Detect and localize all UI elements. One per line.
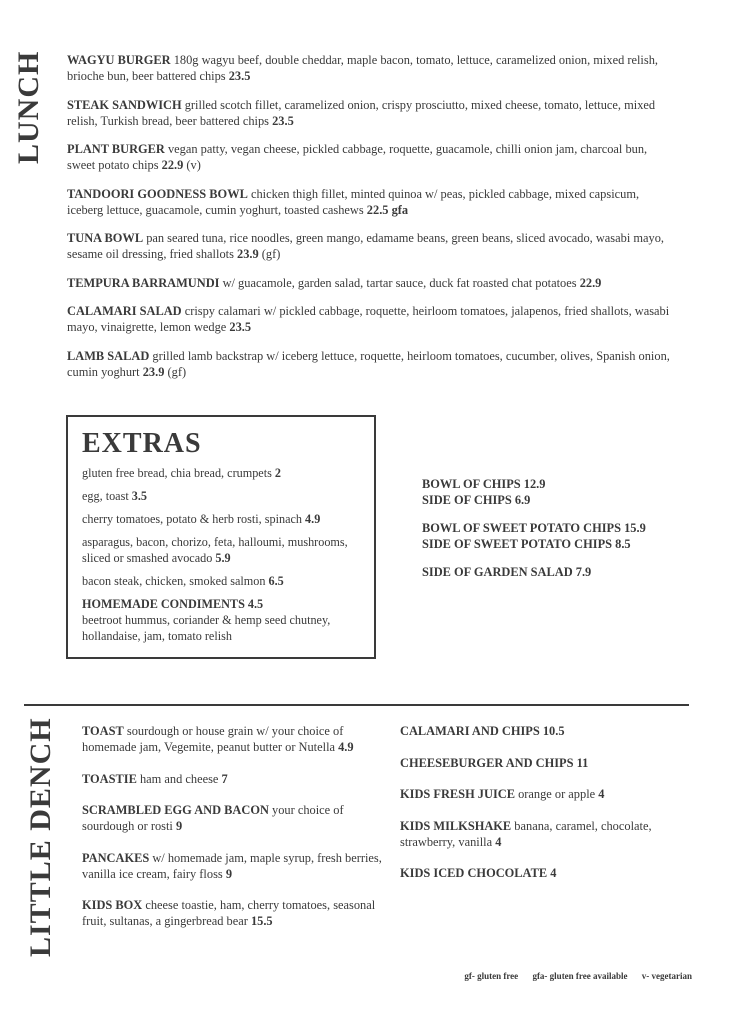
menu-item bbox=[67, 303, 677, 335]
item-diet-tag: (v) bbox=[183, 158, 201, 172]
kids-section-title: LITTLE DENCH bbox=[24, 717, 57, 957]
menu-item bbox=[67, 97, 677, 129]
extras-line bbox=[82, 534, 360, 566]
menu-item bbox=[67, 348, 677, 380]
item-price: 23.5 bbox=[228, 69, 251, 83]
extras-text: gluten free bread, chia bread, crumpets bbox=[82, 466, 275, 480]
side-item: BOWL OF CHIPS 12.9 bbox=[422, 477, 546, 491]
kids-item bbox=[400, 723, 700, 739]
side-item: BOWL OF SWEET POTATO CHIPS 15.9 bbox=[422, 521, 646, 535]
extras-text: egg, toast bbox=[82, 489, 132, 503]
item-name: SCRAMBLED EGG AND BACON bbox=[82, 803, 269, 817]
lunch-menu bbox=[67, 52, 677, 392]
item-name: KIDS ICED CHOCOLATE 4 bbox=[400, 866, 557, 880]
item-diet-tag: (gf) bbox=[164, 364, 187, 379]
item-desc: grilled lamb backstrap w/ iceberg lettuce, roquette, heirloom tomatoes, cucumber, olives, Spanish onion, cumin yoghurt bbox=[67, 348, 670, 379]
extras-line bbox=[82, 573, 360, 589]
menu-item bbox=[67, 230, 677, 262]
item-price: 23.5 bbox=[272, 113, 294, 128]
extras-text: cherry tomatoes, potato & herb rosti, spinach bbox=[82, 512, 306, 526]
side-item: SIDE OF SWEET POTATO CHIPS 8.5 bbox=[422, 537, 631, 551]
kids-item bbox=[82, 850, 382, 882]
legend-v: v- vegetarian bbox=[641, 971, 692, 981]
item-price: 23.9 bbox=[142, 364, 165, 379]
item-price: 23.9 bbox=[237, 247, 259, 261]
kids-item bbox=[82, 723, 382, 755]
kids-menu-right bbox=[400, 723, 700, 897]
item-desc: 180g wagyu beef, double cheddar, maple bacon, tomato, lettuce, caramelized onion, mixed relish, brioche bun, beer battered chips bbox=[67, 53, 658, 83]
item-desc: sourdough or house grain w/ your choice of homemade jam, Vegemite, peanut butter or Nutella bbox=[82, 724, 344, 754]
item-name: CHEESEBURGER AND CHIPS 11 bbox=[400, 755, 589, 770]
section-divider bbox=[24, 704, 689, 706]
extras-price: 3.5 bbox=[131, 489, 147, 503]
item-desc: vegan patty, vegan cheese, pickled cabbage, roquette, guacamole, chilli onion jam, charcoal bun, sweet potato chips bbox=[67, 142, 648, 172]
item-price: 4 bbox=[495, 834, 502, 849]
item-desc: grilled scotch fillet, caramelized onion, crispy prosciutto, mixed cheese, tomato, lettuce, mixed relish, Turkish bread, beer battered chips bbox=[67, 97, 656, 128]
kids-item bbox=[400, 818, 700, 850]
lunch-section-title: LUNCH bbox=[12, 50, 45, 164]
extras-price: 2 bbox=[274, 466, 281, 480]
condiments-desc: beetroot hummus, coriander & hemp seed chutney, hollandaise, jam, tomato relish bbox=[82, 613, 331, 643]
kids-item bbox=[82, 802, 382, 834]
item-price: 22.9 bbox=[161, 158, 184, 172]
extras-box bbox=[66, 415, 376, 659]
item-name: KIDS BOX bbox=[82, 898, 143, 912]
item-name: TOAST bbox=[82, 724, 124, 738]
side-item: SIDE OF CHIPS 6.9 bbox=[422, 493, 531, 507]
item-name: KIDS FRESH JUICE bbox=[400, 787, 515, 801]
dietary-legend bbox=[452, 971, 692, 981]
side-item: SIDE OF GARDEN SALAD 7.9 bbox=[422, 565, 592, 579]
extras-price: 4.9 bbox=[305, 512, 321, 526]
item-desc: banana, caramel, chocolate, strawberry, vanilla bbox=[400, 818, 652, 849]
extras-title: EXTRAS bbox=[82, 428, 202, 459]
extras-line bbox=[82, 465, 360, 481]
extras-text: bacon steak, chicken, smoked salmon bbox=[82, 574, 269, 588]
item-diet-tag: (gf) bbox=[258, 247, 281, 261]
menu-item bbox=[67, 275, 677, 291]
sides-list bbox=[422, 476, 646, 592]
extras-line bbox=[82, 511, 360, 527]
item-desc: pan seared tuna, rice noodles, green mango, edamame beans, green beans, sliced avocado, wasabi mayo, sesame oil dressing, fried shallots bbox=[67, 231, 664, 261]
item-name: STEAK SANDWICH bbox=[67, 97, 182, 112]
item-desc: orange or apple bbox=[514, 787, 599, 801]
kids-item bbox=[82, 771, 382, 787]
item-name: PANCAKES bbox=[82, 850, 150, 865]
kids-item bbox=[400, 786, 700, 802]
item-desc: crispy calamari w/ pickled cabbage, roquette, heirloom tomatoes, jalapenos, fried shallots, wasabi mayo, vinaigrette, lemon wedge bbox=[67, 304, 670, 334]
extras-line bbox=[82, 488, 360, 504]
item-name: TANDOORI GOODNESS BOWL bbox=[67, 186, 248, 201]
item-name: LAMB SALAD bbox=[67, 348, 150, 363]
item-name: TUNA BOWL bbox=[67, 231, 144, 245]
item-price: 4 bbox=[598, 787, 605, 801]
kids-menu-left bbox=[82, 723, 382, 945]
menu-item bbox=[67, 52, 677, 84]
item-name: CALAMARI AND CHIPS 10.5 bbox=[400, 724, 565, 738]
extras-price: 6.5 bbox=[268, 574, 284, 588]
item-price: 22.5 gfa bbox=[366, 202, 409, 217]
item-price: 9 bbox=[175, 819, 183, 833]
item-price: 4.9 bbox=[338, 740, 354, 754]
item-name: KIDS MILKSHAKE bbox=[400, 818, 512, 833]
extras-price: 5.9 bbox=[215, 551, 231, 565]
item-name: WAGYU BURGER bbox=[67, 53, 171, 67]
item-name: PLANT BURGER bbox=[67, 142, 165, 156]
item-name: TEMPURA BARRAMUNDI bbox=[67, 275, 220, 290]
kids-item bbox=[82, 897, 382, 929]
item-name: CALAMARI SALAD bbox=[67, 304, 182, 318]
extras-text: asparagus, bacon, chorizo, feta, halloumi, mushrooms, sliced or smashed avocado bbox=[82, 535, 348, 565]
legend-gfa: gfa- gluten free available bbox=[532, 971, 628, 981]
item-price: 15.5 bbox=[250, 914, 273, 928]
item-desc: w/ guacamole, garden salad, tartar sauce, duck fat roasted chat potatoes bbox=[219, 275, 580, 290]
item-desc: cheese toastie, ham, cherry tomatoes, seasonal fruit, sultanas, a gingerbread bear bbox=[82, 898, 376, 928]
condiments-title: HOMEMADE CONDIMENTS 4.5 bbox=[82, 597, 264, 611]
item-price: 7 bbox=[221, 771, 228, 786]
item-desc: w/ homemade jam, maple syrup, fresh berries, vanilla ice cream, fairy floss bbox=[82, 850, 382, 881]
item-name: TOASTIE bbox=[82, 771, 137, 786]
item-desc: chicken thigh fillet, minted quinoa w/ peas, pickled cabbage, mixed capsicum, iceberg lettuce, guacamole, cumin yoghurt, toasted cashews bbox=[67, 186, 640, 217]
kids-item bbox=[400, 755, 700, 771]
item-desc: ham and cheese bbox=[136, 771, 222, 786]
legend-gf: gf- gluten free bbox=[464, 971, 519, 981]
item-desc: your choice of sourdough or rosti bbox=[82, 803, 344, 833]
item-price: 9 bbox=[225, 866, 233, 881]
item-price: 22.9 bbox=[579, 275, 602, 290]
kids-item bbox=[400, 865, 700, 881]
item-price: 23.5 bbox=[229, 320, 252, 334]
menu-item bbox=[67, 186, 677, 218]
menu-item bbox=[67, 141, 677, 173]
